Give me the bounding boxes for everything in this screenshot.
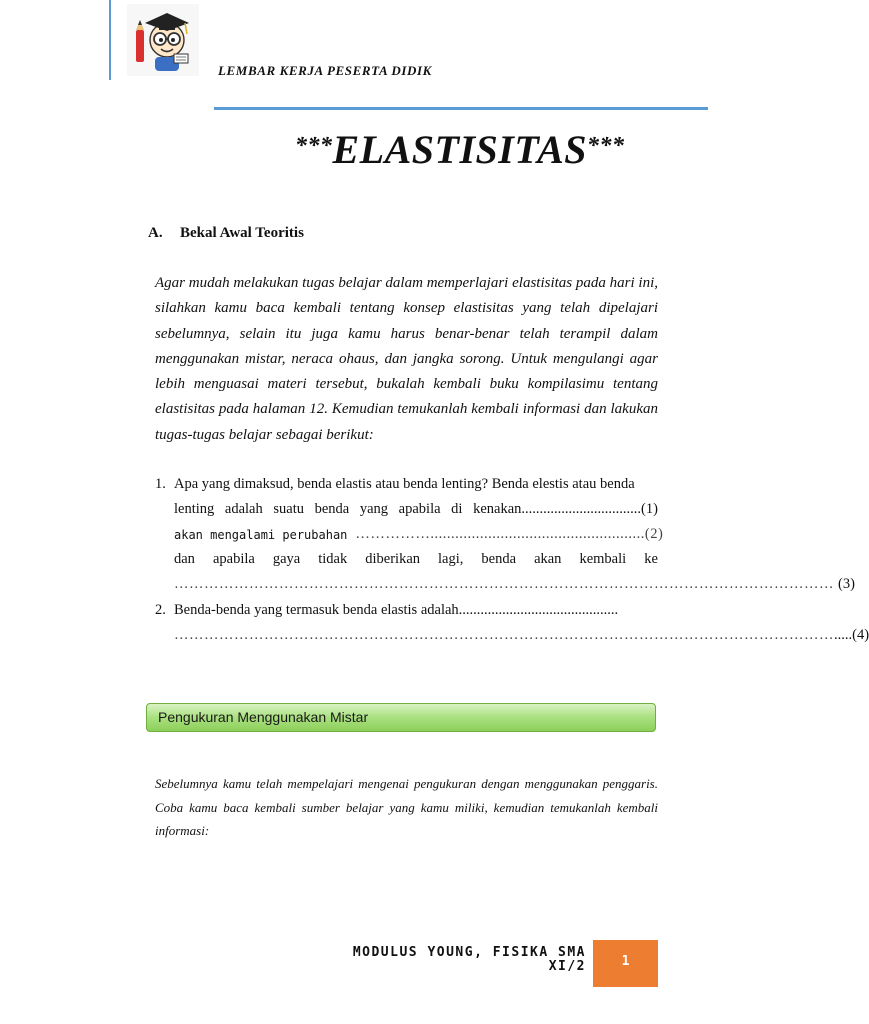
footer-module-title — [168, 946, 586, 974]
question-1-line-2 — [174, 501, 658, 518]
answer-blank-2[interactable]: ……………....................................................(2) — [355, 526, 664, 542]
section-a-title: Bekal Awal Teoritis — [180, 225, 304, 241]
q1-word: dan — [174, 551, 195, 567]
question-2-number: 2. — [155, 602, 166, 618]
header-horizontal-rule — [214, 107, 708, 110]
title-stars-left: *** — [295, 133, 333, 159]
q1-word: kembali — [579, 551, 627, 567]
page-title — [295, 126, 625, 173]
q1-word: lenting — [174, 501, 215, 517]
q1-word: benda — [481, 551, 517, 567]
question-1-text: Apa yang dimaksud, benda elastis atau benda lenting? Benda elestis atau benda — [174, 476, 635, 492]
title-stars-right: *** — [587, 133, 625, 159]
question-1-line-5 — [174, 576, 855, 593]
intro-paragraph: Agar mudah melakukan tugas belajar dalam memperlajari elastisitas pada hari ini, silahkan kamu baca kembali tentang konsep elastisitas yang telah dipelajari sebelumnya, selain itu juga kamu harus benar-benar telah terampil dalam menggunakan mistar, neraca ohaus, dan jangka sorong. Untuk mengulangi agar lebih menguasai materi tersebut, bukalah kembali buku kompilasimu tentang elastisitas pada halaman 12. Kemudian temukanlah kembali informasi dan lakukan tugas-tugas belajar sebagai berikut: — [155, 275, 658, 443]
answer-3-marker: (3) — [838, 576, 855, 592]
q1-word: gaya — [272, 551, 301, 567]
section-banner-mistar: Pengukuran Menggunakan Mistar — [146, 703, 656, 732]
page-number-badge: 1 — [593, 940, 658, 987]
question-1-line-1 — [155, 476, 635, 493]
outro-paragraph: Sebelumnya kamu telah mempelajari mengenai pengukuran dengan menggunakan penggaris. Coba kamu baca kembali sumber belajar yang kamu miliki, kemudian temukanlah kembali informasi: — [155, 776, 658, 838]
section-a-number: A. — [148, 225, 163, 241]
q1-word: suatu — [273, 501, 304, 517]
footer-line-1: MODULUS YOUNG, FISIKA SMA — [352, 945, 586, 960]
question-1-line-3 — [174, 526, 664, 545]
footer-line-2: XI/2 — [548, 959, 586, 974]
question-2-line-2 — [174, 627, 869, 644]
answer-filled-2[interactable]: akan mengalami perubahan — [174, 528, 348, 542]
q1-word: benda — [314, 501, 350, 517]
question-1-line-4 — [174, 551, 658, 568]
question-2-line-1 — [155, 602, 618, 619]
answer-blank-1[interactable]: kenakan.................................(1) — [473, 501, 658, 517]
q1-word: apabila — [398, 501, 441, 517]
q1-word: apabila — [212, 551, 255, 567]
q1-word: lagi, — [438, 551, 464, 567]
q1-word: tidak — [318, 551, 348, 567]
q1-word: akan — [534, 551, 562, 567]
answer-blank-3[interactable]: …………………………………………………………………………………………………………………… — [174, 576, 834, 592]
header-vertical-rule — [109, 0, 111, 80]
q1-word: di — [451, 501, 463, 517]
title-main: ELASTISITAS — [332, 127, 588, 172]
q1-word: adalah — [224, 501, 263, 517]
section-a-heading — [148, 225, 304, 242]
answer-blank-4[interactable]: …………………………………………………………………………………………………………………… — [174, 627, 834, 643]
worksheet-header-title: LEMBAR KERJA PESERTA DIDIK — [218, 63, 432, 78]
answer-4-marker: .....(4) — [834, 627, 869, 643]
question-2-text: Benda-benda yang termasuk benda elastis adalah............................................ — [174, 602, 619, 618]
q1-word: diberikan — [365, 551, 421, 567]
question-1-number: 1. — [155, 476, 166, 492]
q1-word: yang — [359, 501, 389, 517]
q1-word: ke — [644, 551, 658, 567]
graduate-mascot-icon — [127, 4, 199, 76]
